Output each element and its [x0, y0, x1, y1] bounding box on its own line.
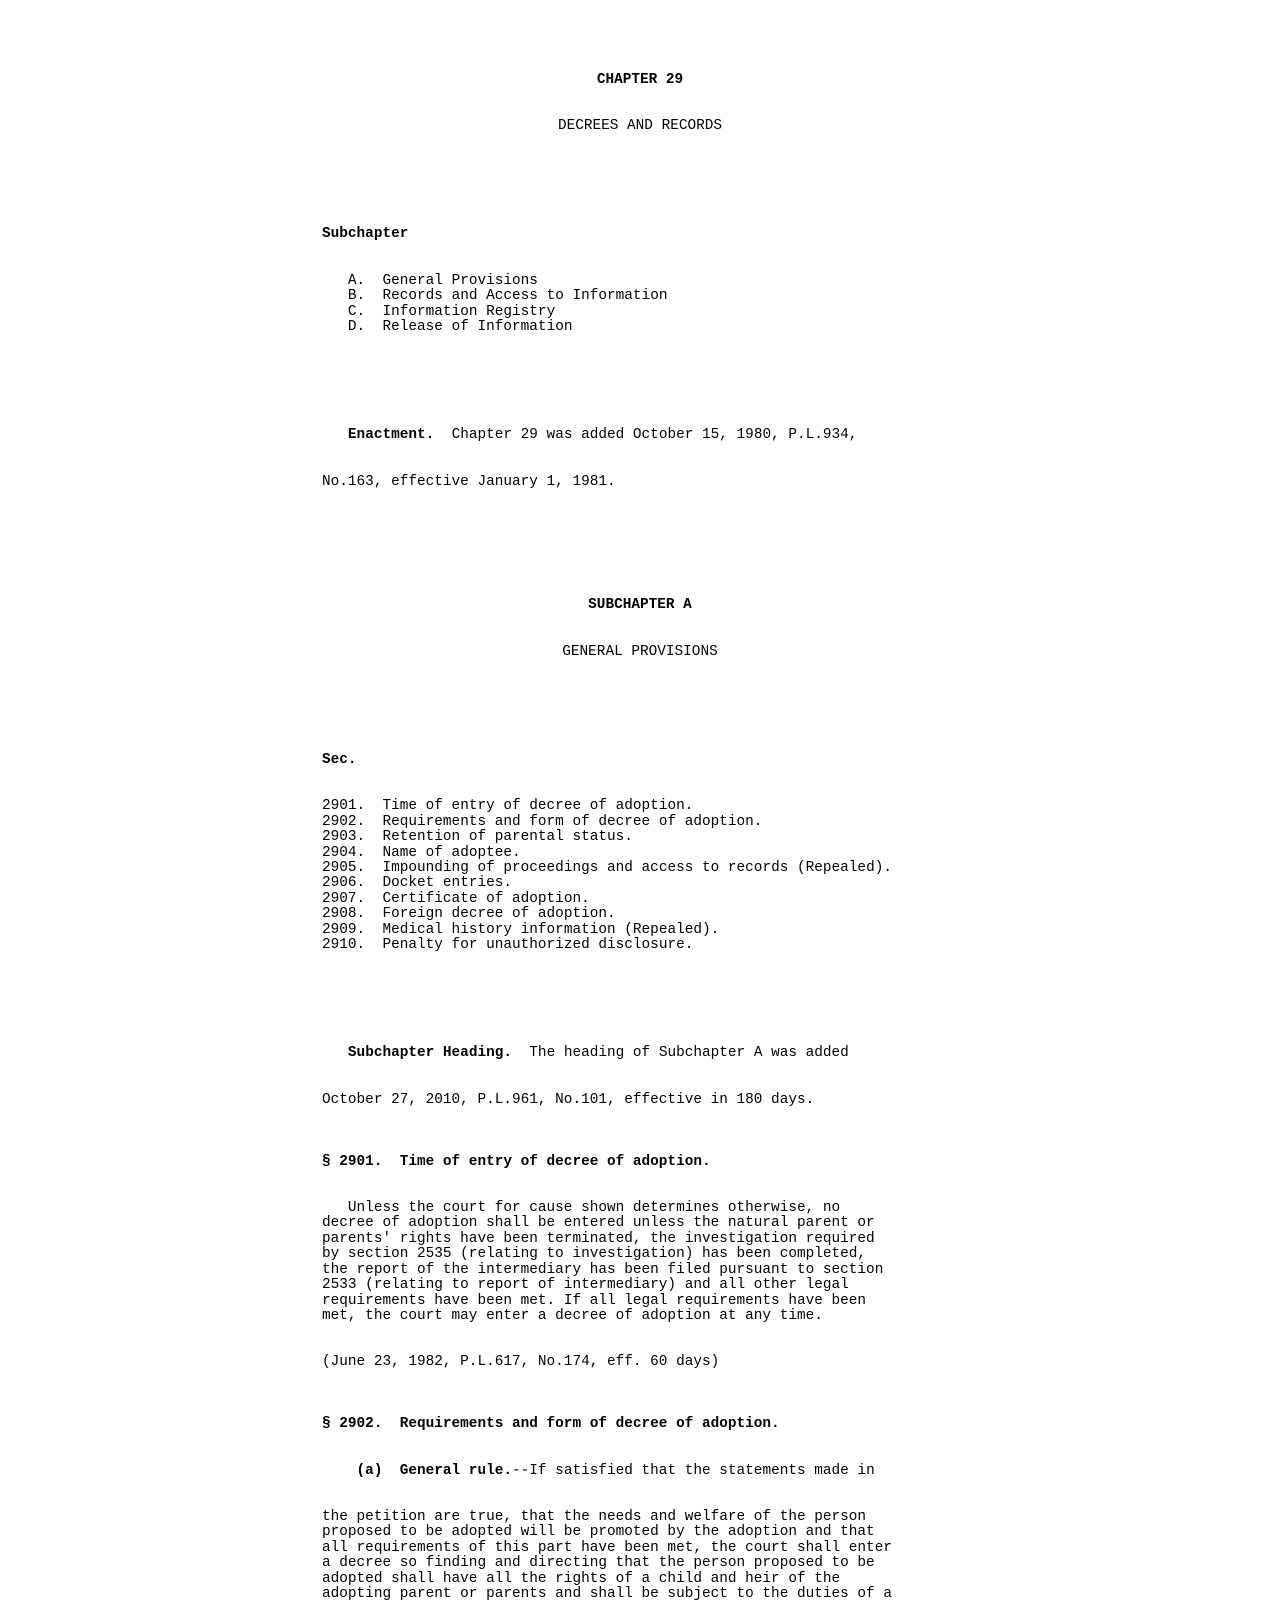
subchapter-heading-note: [322, 1046, 982, 1061]
subchapter-list-item: [322, 320, 982, 335]
body-text-line: 2533 (relating to report of intermediary) and all other legal: [322, 1277, 849, 1294]
toc-number: 2902.: [322, 813, 366, 830]
toc-label: Medical history information (Repealed).: [382, 921, 720, 938]
subchapter-heading-text-1: The heading of Subchapter A was added: [529, 1045, 849, 1062]
toc-item: [322, 892, 982, 907]
section-2902-body: [322, 1510, 982, 1600]
subchapter-letter: B.: [347, 288, 366, 305]
subchapter-heading-text-2: October 27, 2010, P.L.961, No.101, effective in 180 days.: [322, 1091, 815, 1108]
subchapter-heading-label: Subchapter Heading.: [347, 1045, 513, 1062]
section-2901-body: [322, 1201, 982, 1325]
toc-label: Impounding of proceedings and access to records (Repealed).: [382, 859, 892, 876]
subchapter-a-subtitle: GENERAL PROVISIONS: [562, 643, 718, 660]
subchapter-a-title: SUBCHAPTER A: [588, 597, 692, 614]
toc-number: 2906.: [322, 875, 366, 892]
body-text-line: requirements have been met. If all legal requirements have been: [322, 1292, 867, 1309]
body-text-line: Unless the court for cause shown determines otherwise, no: [322, 1199, 841, 1216]
toc-item: [322, 907, 982, 922]
body-text-line: all requirements of this part have been met, the court shall enter: [322, 1539, 892, 1556]
toc-item: [322, 846, 982, 861]
toc-label: Docket entries.: [382, 875, 513, 892]
body-text-line: adopting parent or parents and shall be subject to the duties of a: [322, 1586, 892, 1600]
sections-toc-heading: Sec.: [322, 751, 357, 768]
body-text-line: parents' rights have been terminated, the investigation required: [322, 1230, 875, 1247]
subchapter-letter: D.: [347, 319, 366, 336]
toc-label: Name of adoptee.: [382, 844, 521, 861]
toc-item: [322, 830, 982, 845]
subchapter-list-item: [322, 289, 982, 304]
body-text-line: a decree so finding and directing that the person proposed to be: [322, 1555, 875, 1572]
subchapter-list-item: [322, 274, 982, 289]
spacer: [322, 166, 982, 181]
spacer: [322, 985, 982, 1000]
subchapter-list-heading: Subchapter: [322, 226, 409, 243]
toc-item: [322, 861, 982, 876]
toc-label: Time of entry of decree of adoption.: [382, 798, 694, 815]
subchapter-list: [322, 274, 982, 336]
enactment-text-1: Chapter 29 was added October 15, 1980, P.L.934,: [451, 427, 858, 444]
subchapter-label: Release of Information: [382, 319, 573, 336]
sections-toc: [322, 799, 982, 954]
toc-number: 2901.: [322, 798, 366, 815]
toc-label: Penalty for unauthorized disclosure.: [382, 937, 694, 954]
body-text-line: the petition are true, that the needs and welfare of the person: [322, 1508, 867, 1525]
toc-label: Requirements and form of decree of adoption.: [382, 813, 763, 830]
spacer: [322, 367, 982, 382]
section-2901-history: (June 23, 1982, P.L.617, No.174, eff. 60 days): [322, 1354, 720, 1371]
toc-number: 2903.: [322, 829, 366, 846]
enactment-note: [322, 428, 982, 443]
subsection-a-first-line: --If satisfied that the statements made in: [512, 1462, 875, 1479]
toc-label: Certificate of adoption.: [382, 890, 590, 907]
body-text-line: by section 2535 (relating to investigation) has been completed,: [322, 1246, 867, 1263]
toc-number: 2907.: [322, 890, 366, 907]
toc-label: Foreign decree of adoption.: [382, 906, 616, 923]
toc-number: 2910.: [322, 937, 366, 954]
body-text-line: met, the court may enter a decree of adoption at any time.: [322, 1308, 823, 1325]
subchapter-label: Records and Access to Information: [382, 288, 668, 305]
body-text-line: decree of adoption shall be entered unless the natural parent or: [322, 1215, 875, 1232]
subchapter-letter: A.: [347, 272, 366, 289]
chapter-title: CHAPTER 29: [596, 71, 684, 88]
subsection-a-label: (a) General rule.: [356, 1462, 512, 1479]
toc-label: Retention of parental status.: [382, 829, 633, 846]
toc-number: 2905.: [322, 859, 366, 876]
chapter-subtitle: DECREES AND RECORDS: [557, 118, 723, 135]
toc-item: [322, 938, 982, 953]
subchapter-letter: C.: [347, 303, 366, 320]
toc-number: 2908.: [322, 906, 366, 923]
spacer: [322, 691, 982, 706]
section-2901-heading: § 2901. Time of entry of decree of adoption.: [322, 1153, 711, 1170]
section-2902-heading: § 2902. Requirements and form of decree of adoption.: [322, 1416, 780, 1433]
enactment-text-2: No.163, effective January 1, 1981.: [322, 473, 616, 490]
enactment-label: Enactment.: [347, 427, 435, 444]
section-2902-subsection-a: [322, 1464, 982, 1479]
toc-item: [322, 923, 982, 938]
subchapter-label: Information Registry: [382, 303, 556, 320]
toc-item: [322, 815, 982, 830]
subchapter-list-item: [322, 305, 982, 320]
body-text-line: proposed to be adopted will be promoted by the adoption and that: [322, 1524, 875, 1541]
toc-item: [322, 799, 982, 814]
toc-item: [322, 876, 982, 891]
toc-number: 2909.: [322, 921, 366, 938]
subchapter-label: General Provisions: [382, 272, 538, 289]
body-text-line: the report of the intermediary has been filed pursuant to section: [322, 1261, 884, 1278]
document-page: [322, 42, 982, 1600]
body-text-line: adopted shall have all the rights of a child and heir of the: [322, 1570, 841, 1587]
spacer: [322, 521, 982, 552]
toc-number: 2904.: [322, 844, 366, 861]
